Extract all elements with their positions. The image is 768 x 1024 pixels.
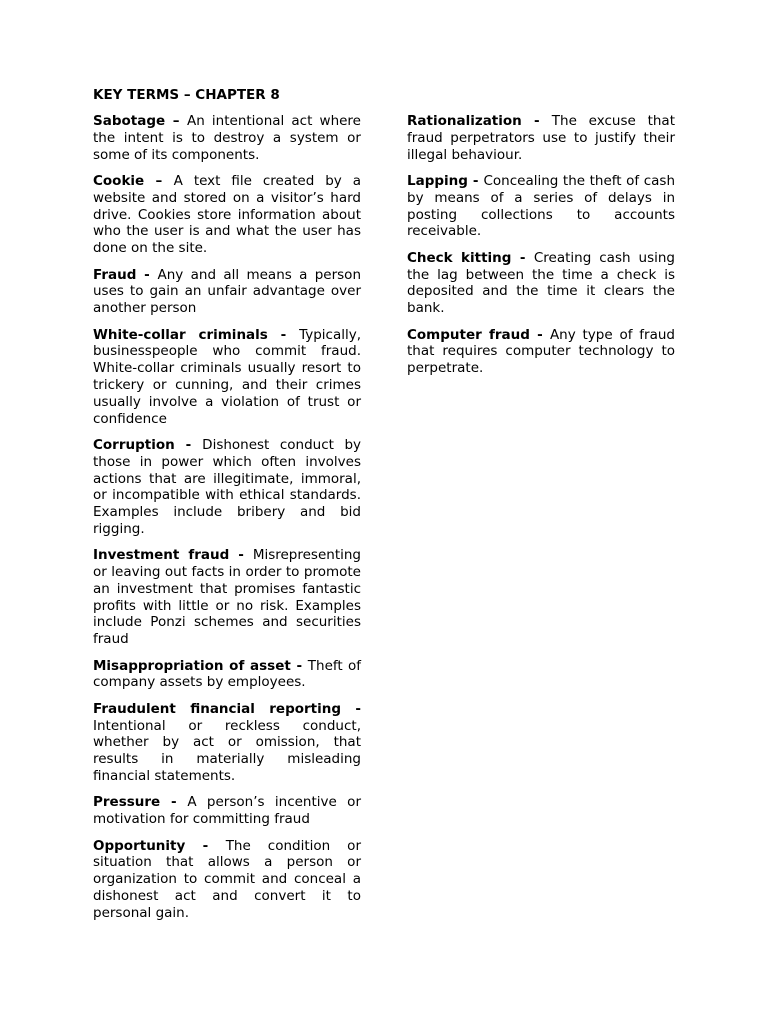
- glossary-term: Opportunity -: [93, 837, 226, 854]
- glossary-definition: Creating cash using the lag between the time a check is deposited and the time it clears the bank.: [407, 249, 675, 317]
- glossary-entry: [93, 838, 361, 922]
- glossary-entry: [93, 327, 361, 428]
- right-column: [407, 113, 675, 387]
- glossary-definition: Intentional or reckless conduct, whether by act or omission, that results in materially misleading financial statements.: [93, 717, 361, 785]
- glossary-term: Rationalization -: [407, 113, 552, 129]
- glossary-term: Computer fraud -: [407, 326, 550, 343]
- glossary-entry: [407, 327, 675, 377]
- glossary-entry: [93, 701, 361, 785]
- glossary-definition: A text file created by a website and stored on a visitor’s hard drive. Cookies store information about who the user is and what the user has done on the site.: [93, 172, 361, 257]
- glossary-entry: [407, 113, 675, 163]
- glossary-term: Misappropriation of asset -: [93, 657, 308, 674]
- glossary-term: Investment fraud -: [93, 547, 253, 564]
- page-title: KEY TERMS – CHAPTER 8: [93, 87, 280, 103]
- glossary-entry: [93, 267, 361, 317]
- glossary-definition: A person’s incentive or motivation for committing fraud: [93, 794, 361, 828]
- glossary-definition: Theft of company assets by employees.: [93, 657, 361, 691]
- glossary-definition: The condition or situation that allows a person or organization to commit and conceal a dishonest act and convert it to personal gain.: [93, 837, 361, 921]
- glossary-entry: [93, 547, 361, 648]
- glossary-term: Fraud -: [93, 266, 158, 283]
- glossary-term: Sabotage –: [93, 113, 187, 129]
- glossary-entry: [93, 658, 361, 692]
- glossary-term: Lapping -: [407, 172, 484, 189]
- glossary-term: Check kitting -: [407, 249, 534, 266]
- glossary-definition: Any and all means a person uses to gain an unfair advantage over another person: [93, 266, 361, 317]
- glossary-term: Corruption -: [93, 436, 203, 453]
- glossary-entry: [93, 437, 361, 538]
- glossary-entry: [93, 794, 361, 828]
- glossary-entry: [407, 250, 675, 317]
- glossary-definition: The excuse that fraud perpetrators use to justify their illegal behaviour.: [407, 113, 675, 163]
- glossary-term: Fraudulent financial reporting -: [93, 700, 361, 717]
- glossary-term: Pressure -: [93, 794, 188, 811]
- glossary-definition: An intentional act where the intent is to destroy a system or some of its components.: [93, 113, 361, 163]
- glossary-entry: [93, 173, 361, 257]
- glossary-definition: Concealing the theft of cash by means of a series of delays in posting collections to accounts receivable.: [407, 172, 675, 240]
- glossary-entry: [407, 173, 675, 240]
- glossary-definition: Misrepresenting or leaving out facts in order to promote an investment that promises fantastic profits with little or no risk. Examples include Ponzi schemes and securities fraud: [93, 547, 361, 648]
- glossary-term: White-collar criminals -: [93, 326, 300, 343]
- glossary-term: Cookie –: [93, 172, 174, 189]
- left-column: [93, 113, 361, 931]
- glossary-entry: [93, 113, 361, 163]
- glossary-definition: Any type of fraud that requires computer technology to perpetrate.: [407, 326, 675, 377]
- glossary-definition: Dishonest conduct by those in power which often involves actions that are illegitimate, immoral, or incompatible with ethical standards. Examples include bribery and bid rigging.: [93, 436, 361, 537]
- glossary-definition: Typically, businesspeople who commit fraud. White-collar criminals usually resort to trickery or cunning, and their crimes usually involve a violation of trust or confidence: [93, 326, 361, 427]
